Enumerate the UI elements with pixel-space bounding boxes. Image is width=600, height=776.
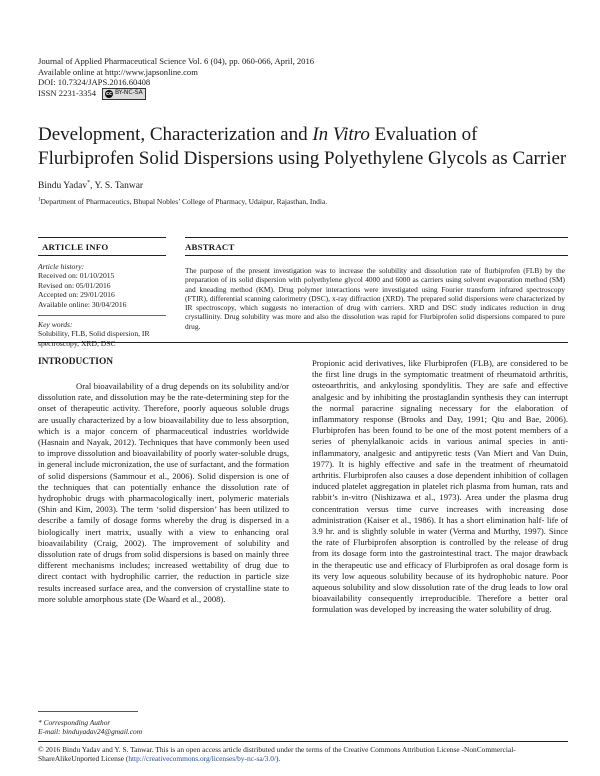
license-text: © 2016 Bindu Yadav and Y. S. Tanwar. This is an open access article distributed under the terms of the Creative Commons Attribution License -NonCommercial-ShareAlikeUnported License ( [38,745,516,764]
introduction-heading: INTRODUCTION [38,357,114,367]
intro-paragraph-1: Oral bioavailability of a drug depends on its solubility and/or dissolution rate, and dissolution may be the rate-determining step for the onset of therapeutic activity. Therefore, poorly aqueous soluble drugs are usually characterized by a low bioavailability due to less absorption, which is a major concern of pharmaceutical industries worldwide (Hasnain and Nayak, 2012). Techniques that have commonly been used to improve dissolution and bioavailability of poorly water-soluble drugs, in general include micronization, the use of surfactant, and the formation of solid dispersions (Sammour et al., 2006). Solid dispersion is one of the techniques that can potentially enhance the dissolution rate of hydrophobic drugs with pharmacologically inert, polymeric materials (Shin and Kim, 2003). The term ‘solid dispersion’ has been utilized to describe a family of dosage forms whereby the drug is dispersed in a biologically inert matrix, usually with a view to enhancing oral bioavailability (Craig, 2002). The improvement of solubility and dissolution rate of drugs from solid dispersions is based on mainly three different mechanisms includes; increased wettability of drug due to direct contact with hydrophilic carrier, the reduction in particle size results increased surface area, and the conversion of crystalline state to more soluble amorphous state (De Waard et al., 2008). [38,381,289,604]
article-title [38,123,568,171]
available-prefix: Available online at [38,66,105,77]
history-received: Received on: 01/10/2015 [38,271,115,281]
title-italic: In Vitro [312,124,370,145]
issn: ISSN 2231-3354 [38,88,97,99]
issn-row [38,88,314,100]
info-top-rule [38,237,166,238]
keywords-box [38,320,166,348]
corresponding-info [38,718,142,736]
footer-rule [38,741,568,742]
affiliation [38,197,327,206]
article-info [38,262,166,309]
abstract-head-rule [185,255,568,256]
affiliation-mark: 1 [38,197,41,203]
available-online [38,67,314,78]
journal-url-link[interactable]: http://www.japsonline.com [104,66,198,77]
license-footer [38,745,568,763]
license-url-link[interactable]: http://creativecommons.org/licenses/by-nc-sa/3.0/ [128,754,276,764]
authors [38,180,143,191]
intro-left-column [38,381,289,605]
abstract-text: The purpose of the present investigation was to increase the solubility and dissolution rate of flurbiprofen (FLB) by the preparation of its solid dispersion with polyethylene glycol 4000 and 6000 as carriers using solvent evaporation method (SM) and kneading method (KM). Drug polymer interactions were investigated using Fourier transform infrared spectroscopy (FTIR), differential scanning calorimetry (DSC), x-ray diffraction (XRD). The prepared solid dispersions were characterized by IR spectroscopy, which suggests no interaction of drug with carriers. XRD and DSC study indicates reduction in drug crystallinity. Drug solubility was more and also the dissolution was rapid for Flurbiprofen solid dispersions compared to pure drug. [185,266,565,331]
journal-header [38,56,314,100]
license-badge-text: BY-NC-SA [115,89,143,97]
title-part2: Evaluation of Flurbiprofen Solid Dispersions using Polyethylene Glycols as Carrier [38,124,567,169]
info-divider [38,315,166,316]
history-available: Available online: 30/04/2016 [38,299,127,309]
creative-commons-badge[interactable] [102,88,146,100]
corresponding-author: * Corresponding Author [38,718,111,727]
history-accepted: Accepted on: 29/01/2016 [38,290,115,300]
journal-citation: Journal of Applied Pharmaceutical Science Vol. 6 (04), pp. 060-066, April, 2016 [38,56,315,66]
keywords: Solubility, FLB, Solid dispersion, IR spectroscopy, XRD, DSC [38,329,150,348]
corresponding-mark: * [87,180,91,186]
history-label: Article history: [38,262,85,271]
abstract-heading: ABSTRACT [185,242,235,252]
title-part1: Development, Characterization and [38,124,313,145]
license-end: ). [275,754,281,764]
email: E-mail: binduyadav24@gmail.com [38,727,143,737]
doi: DOI: 10.7324/JAPS.2016.60408 [38,77,151,88]
footnote-rule [38,711,138,712]
author-2: , Y. S. Tanwar [90,181,144,192]
history-revised: Revised on: 05/01/2016 [38,280,111,290]
intro-right-column [312,358,568,616]
cc-icon: cc [106,90,112,97]
affiliation-text: Department of Pharmaceutics, Bhupal Nobles’ College of Pharmacy, Udaipur, Rajasthan, India. [40,197,328,206]
article-info-heading: ARTICLE INFO [42,242,109,252]
abstract-top-rule [185,237,568,238]
intro-paragraph-2: Propionic acid derivatives, like Flurbiprofen (FLB), are considered to be the first line drugs in the symptomatic treatment of rheumatoid arthritis, osteoarthritis, and ankylosing spondylitis. They are safe and effective analgesic and by inhibiting the prostaglandin synthesis they can interrupt the normal paracrine signaling necessary for the elaboration of inflammatory response (Brooks and Day, 1991; Qiu and Bae, 2006). Flurbiprofen has been found to be one of the most potent members of a series of phenylalkanoic acids in various animal species in anti-inflammatory, analgesic and antipyretic tests (Van Miert and Van Duin, 1977). It is highly effective and safe in the treatment of rheumatoid arthritis. Flurbiprofen also causes a dose dependent inhibition of collagen induced platelet aggregation in platelet rich plasma from human, rats and rabbit’s in-vitro (Nishizawa et al., 1973). Area under the plasma drug concentration versus time curve increases with increasing dose administration (Kaiser et al., 1986). It has a short elimination half- life of 3.9 hr. and is slightly soluble in water (Verma and Murthy, 1997). Since the rate of Flurbiprofen absorption is controlled by the release of drug from its dosage form into the gastrointestinal tract. The major drawback in the therapeutic use and efficacy of Flurbiprofen as oral dosage form is its very low aqueous solubility because of its hydrophobic nature. Poor aqueous solubility and slow dissolution rate of the drug leads to low oral bioavailability consequently irreproducible. Therefore a better oral formulation was developed by increasing the water solubility of drug. [312,358,568,615]
keywords-label: Key words: [38,320,73,329]
info-head-rule [38,255,166,256]
author-1: Bindu Yadav [38,181,88,192]
